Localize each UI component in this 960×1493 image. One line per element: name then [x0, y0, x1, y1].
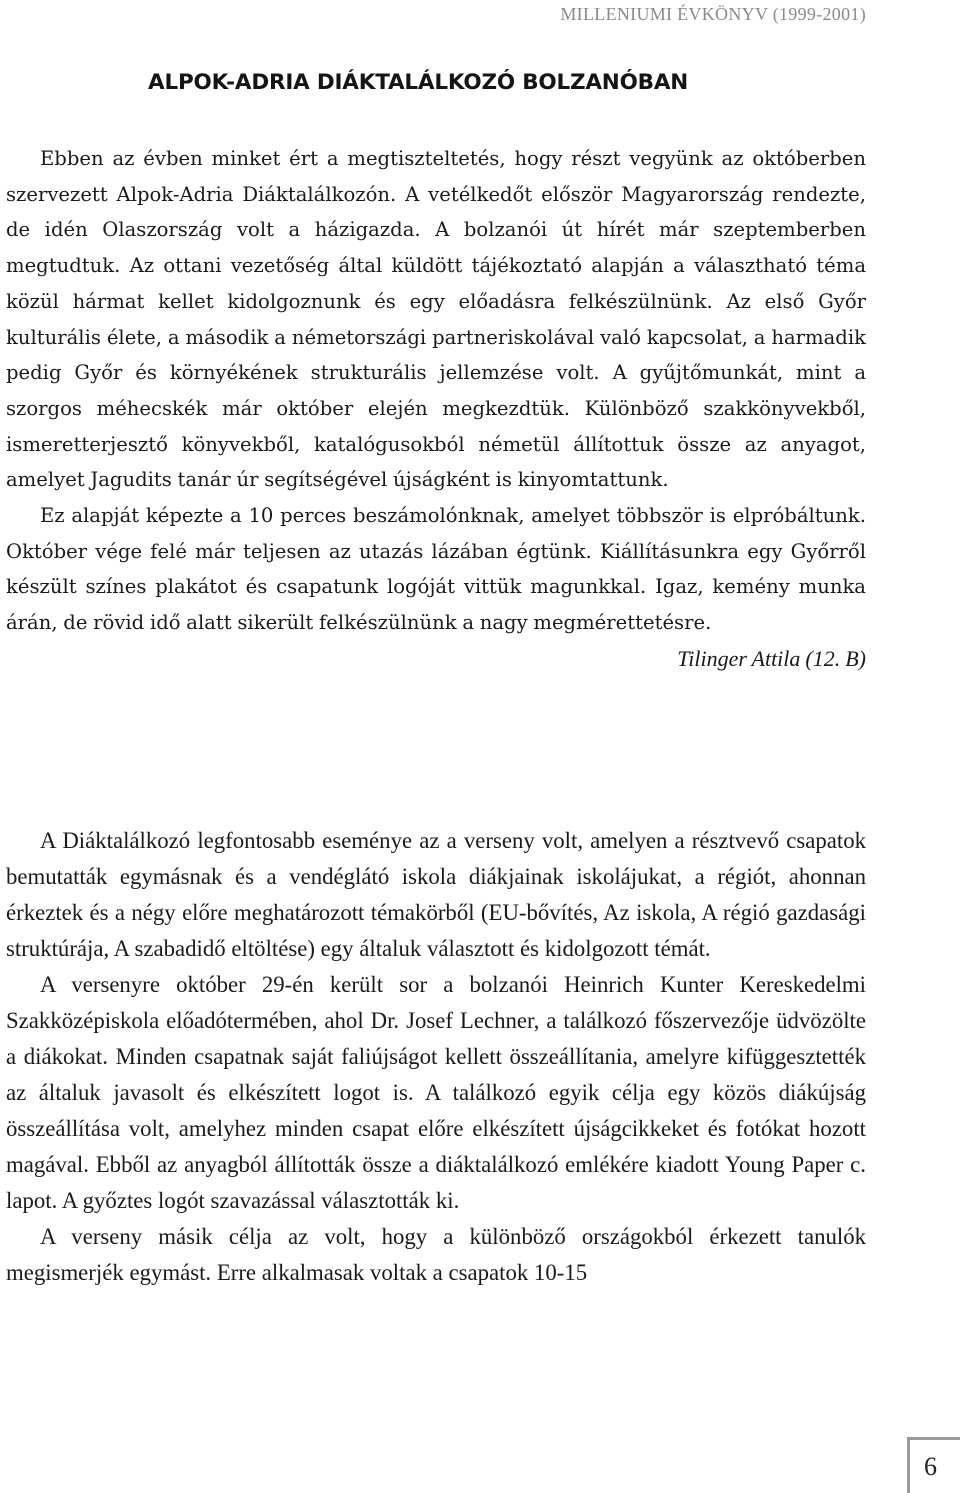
paragraph: A verseny másik célja az volt, hogy a különböző országokból érkezett tanulók megismerjék egymást. Erre alkalmasak voltak a csapatok 10-15: [6, 1224, 866, 1285]
article-section-1: [6, 141, 866, 677]
paragraph: Ebben az évben minket ért a megtiszteltetés, hogy részt vegyünk az októberben szervezett Alpok-Adria Diáktalálkozón. A vetélkedőt először Magyarország rendezte, de idén Olaszország volt a házigazda. A bolzanói út hírét már szeptemberben megtudtuk. Az ottani vezetőség által küldött tájékoztató alapján a választható téma közül hármat kellet kidolgoznunk és egy előadásra felkészülnünk. Az első Győr kulturális élete, a második a németországi partneriskolával való kapcsolat, a harmadik pedig Győr és környékének strukturális jellemzése volt. A gyűjtőmunkát, mint a szorgos méhecskék már október elején megkezdtük. Különböző szakkönyvekből, ismeretterjesztő könyvekből, katalógusokból németül állítottuk össze az anyagot, amelyet Jagudits tanár úr segítségével újságként is kinyomtattunk.: [6, 147, 866, 492]
page-number-box: [907, 1437, 960, 1493]
paragraph: Ez alapját képezte a 10 perces beszámolónknak, amelyet többször is elpróbáltunk. Október vége felé már teljesen az utazás lázában égtünk. Kiállításunkra egy Győrről készült színes plakátot és csapatunk logóját vittük magunkkal. Igaz, kemény munka árán, de rövid idő alatt sikerült felkészülnünk a nagy megmérettetésre.: [6, 504, 866, 635]
article-section-2: [6, 823, 866, 1291]
paragraph: A versenyre október 29-én került sor a bolzanói Heinrich Kunter Kereskedelmi Szakközépiskola előadótermében, ahol Dr. Josef Lechner, a találkozó főszervezője üdvözölte a diákokat. Minden csapatnak saját faliújságot kellett összeállítania, amelyre kifüggesztették az általuk javasolt és elkészített logot is. A találkozó egyik célja egy közös diákújság összeállítása volt, amelyhez minden csapat előre elkészített újságcikkeket és fotókat hozott magával. Ebből az anyagból állították össze a diáktalálkozó emlékére kiadott Young Paper c. lapot. A győztes logót szavazással választották ki.: [6, 972, 866, 1213]
running-header: [560, 4, 866, 25]
paragraph: A Diáktalálkozó legfontosabb eseménye az a verseny volt, amelyen a résztvevő csapatok bemutatták egymásnak és a vendéglátó iskola diákjainak iskolájukat, a régiót, ahonnan érkeztek és a négy előre meghatározott témakörből (EU-bővítés, Az iskola, A régió gazdasági struktúrája, A szabadidő eltöltése) egy általuk választott és kidolgozott témát.: [6, 828, 866, 961]
article-title: ALPOK-ADRIA DIÁKTALÁLKOZÓ BOLZANÓBAN: [148, 70, 689, 95]
page-number: 6: [924, 1452, 937, 1481]
author-signature: Tilinger Attila (12. B): [677, 645, 866, 671]
running-header-text: MILLENIUMI ÉVKÖNYV (1999-2001): [560, 4, 866, 24]
